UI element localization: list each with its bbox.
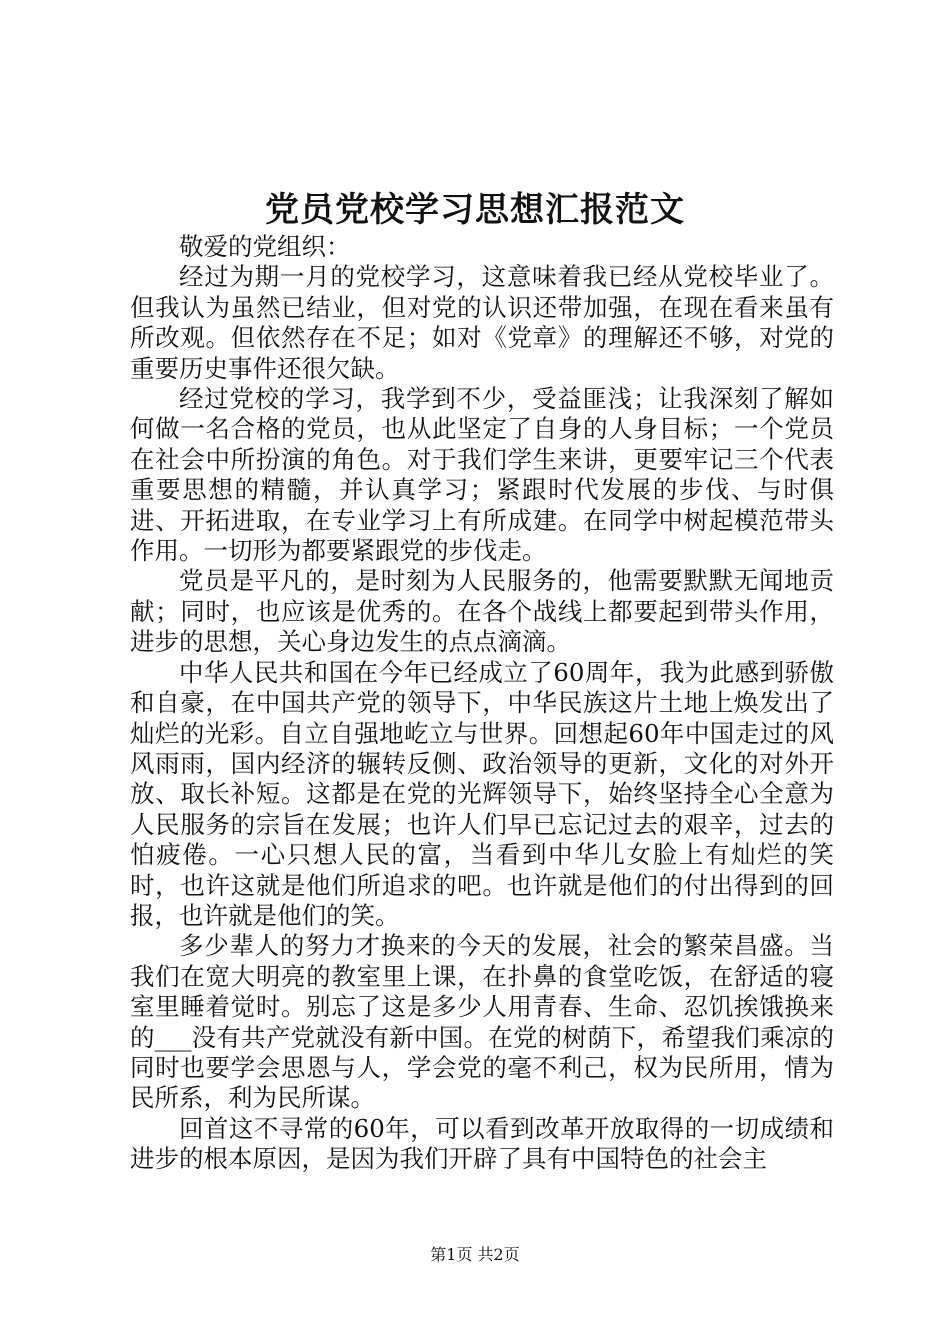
paragraph: 党员是平凡的，是时刻为人民服务的，他需要默默无闻地贡献；同时，也应该是优秀的。在各个战线上都要起到带头作用，进步的思想，关心身边发生的点点滴滴。 [130, 566, 834, 657]
document-title: 党员党校学习思想汇报范文 [265, 190, 685, 230]
paragraph: 经过为期一月的党校学习，这意味着我已经从党校毕业了。但我认为虽然已结业，但对党的认识还带加强，在现在看来虽有所改观。但依然存在不足；如对《党章》的理解还不够，对党的重要历史事件还很欠缺。 [130, 262, 834, 383]
document-body [130, 232, 834, 1175]
paragraph: 经过党校的学习，我学到不少，受益匪浅；让我深刻了解如何做一名合格的党员，也从此坚定了自身的人身目标；一个党员在社会中所扮演的角色。对于我们学生来讲，更要牢记三个代表重要思想的精髓，并认真学习；紧跟时代发展的步伐、与时俱进、开拓进取，在专业学习上有所成建。在同学中树起模范带头作用。一切形为都要紧跟党的步伐走。 [130, 384, 834, 566]
salutation: 敬爱的党组织： [179, 232, 351, 261]
page-footer: 第1页 共2页 [430, 1245, 520, 1264]
paragraph: 回首这不寻常的60年，可以看到改革开放取得的一切成绩和进步的根本原因，是因为我们开辟了具有中国特色的社会主 [130, 1113, 834, 1174]
paragraph: 中华人民共和国在今年已经成立了60周年，我为此感到骄傲和自豪，在中国共产党的领导下，中华民族这片土地上焕发出了灿烂的光彩。自立自强地屹立与世界。回想起60年中国走过的风风雨雨，国内经济的辗转反侧、政治领导的更新，文化的对外开放、取长补短。这都是在党的光辉领导下，始终坚持全心全意为人民服务的宗旨在发展；也许人们早已忘记过去的艰辛，过去的怕疲倦。一心只想人民的富，当看到中华儿女脸上有灿烂的笑时，也许这就是他们所追求的吧。也许就是他们的付出得到的回报，也许就是他们的笑。 [130, 657, 834, 930]
paragraph: 多少辈人的努力才换来的今天的发展，社会的繁荣昌盛。当我们在宽大明亮的教室里上课，在扑鼻的食堂吃饭，在舒适的寝室里睡着觉时。别忘了这是多少人用青春、生命、忍饥挨饿换来的___没有共产党就没有新中国。在党的树荫下，希望我们乘凉的同时也要学会思恩与人，学会党的毫不利己，权为民所用，情为民所系，利为民所谋。 [130, 931, 834, 1113]
